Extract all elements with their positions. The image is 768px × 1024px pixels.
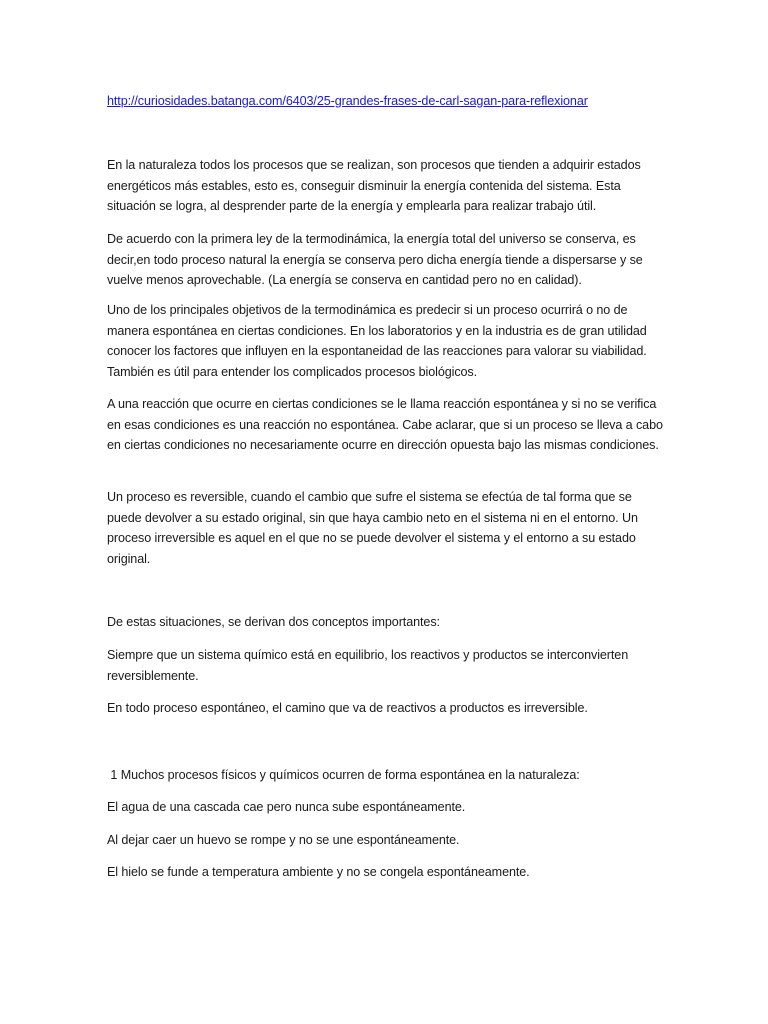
source-link[interactable]: http://curiosidades.batanga.com/6403/25-grandes-frases-de-carl-sagan-para-reflexionar <box>107 94 588 108</box>
paragraph-8: En todo proceso espontáneo, el camino que va de reactivos a productos es irreversible. <box>107 701 588 715</box>
paragraph-2: De acuerdo con la primera ley de la termodinámica, la energía total del universo se conserva, es decir,en todo proceso natural la energía se conserva pero dicha energía tiende a dispersarse y se vuelve menos aprovechable. (La energía se conserva en cantidad pero no en calidad). <box>107 232 643 287</box>
paragraph-6: De estas situaciones, se derivan dos conceptos importantes: <box>107 615 440 629</box>
paragraph-4: A una reacción que ocurre en ciertas condiciones se le llama reacción espontánea y si no se verifica en esas condiciones es una reacción no espontánea. Cabe aclarar, que si un proceso se lleva a cabo en ciertas condiciones no necesariamente ocurre en dirección opuesta bajo las mismas condiciones. <box>107 397 663 452</box>
paragraph-11: Al dejar caer un huevo se rompe y no se une espontáneamente. <box>107 833 460 847</box>
paragraph-5: Un proceso es reversible, cuando el cambio que sufre el sistema se efectúa de tal forma que se puede devolver a su estado original, sin que haya cambio neto en el sistema ni en el entorno. Un proceso irreversible es aquel en el que no se puede devolver el sistema y el entorno a su estado original. <box>107 490 638 566</box>
paragraph-7: Siempre que un sistema químico está en equilibrio, los reactivos y productos se interconvierten reversiblemente. <box>107 648 629 683</box>
paragraph-1: En la naturaleza todos los procesos que se realizan, son procesos que tienden a adquirir estados energéticos más estables, esto es, conseguir disminuir la energía contenida del sistema. Esta situación se logra, al desprender parte de la energía y emplearla para realizar trabajo útil. <box>107 158 641 213</box>
paragraph-12: El hielo se funde a temperatura ambiente y no se congela espontáneamente. <box>107 865 530 879</box>
paragraph-9: 1 Muchos procesos físicos y químicos ocurren de forma espontánea en la naturaleza: <box>107 768 580 782</box>
paragraph-10: El agua de una cascada cae pero nunca sube espontáneamente. <box>107 800 466 814</box>
paragraph-3: Uno de los principales objetivos de la termodinámica es predecir si un proceso ocurrirá o no de manera espontánea en ciertas condiciones. En los laboratorios y en la industria es de gran utilidad conocer los factores que influyen en la espontaneidad de las reacciones para valorar su viabilidad. También es útil para entender los complicados procesos biológicos. <box>107 303 647 379</box>
